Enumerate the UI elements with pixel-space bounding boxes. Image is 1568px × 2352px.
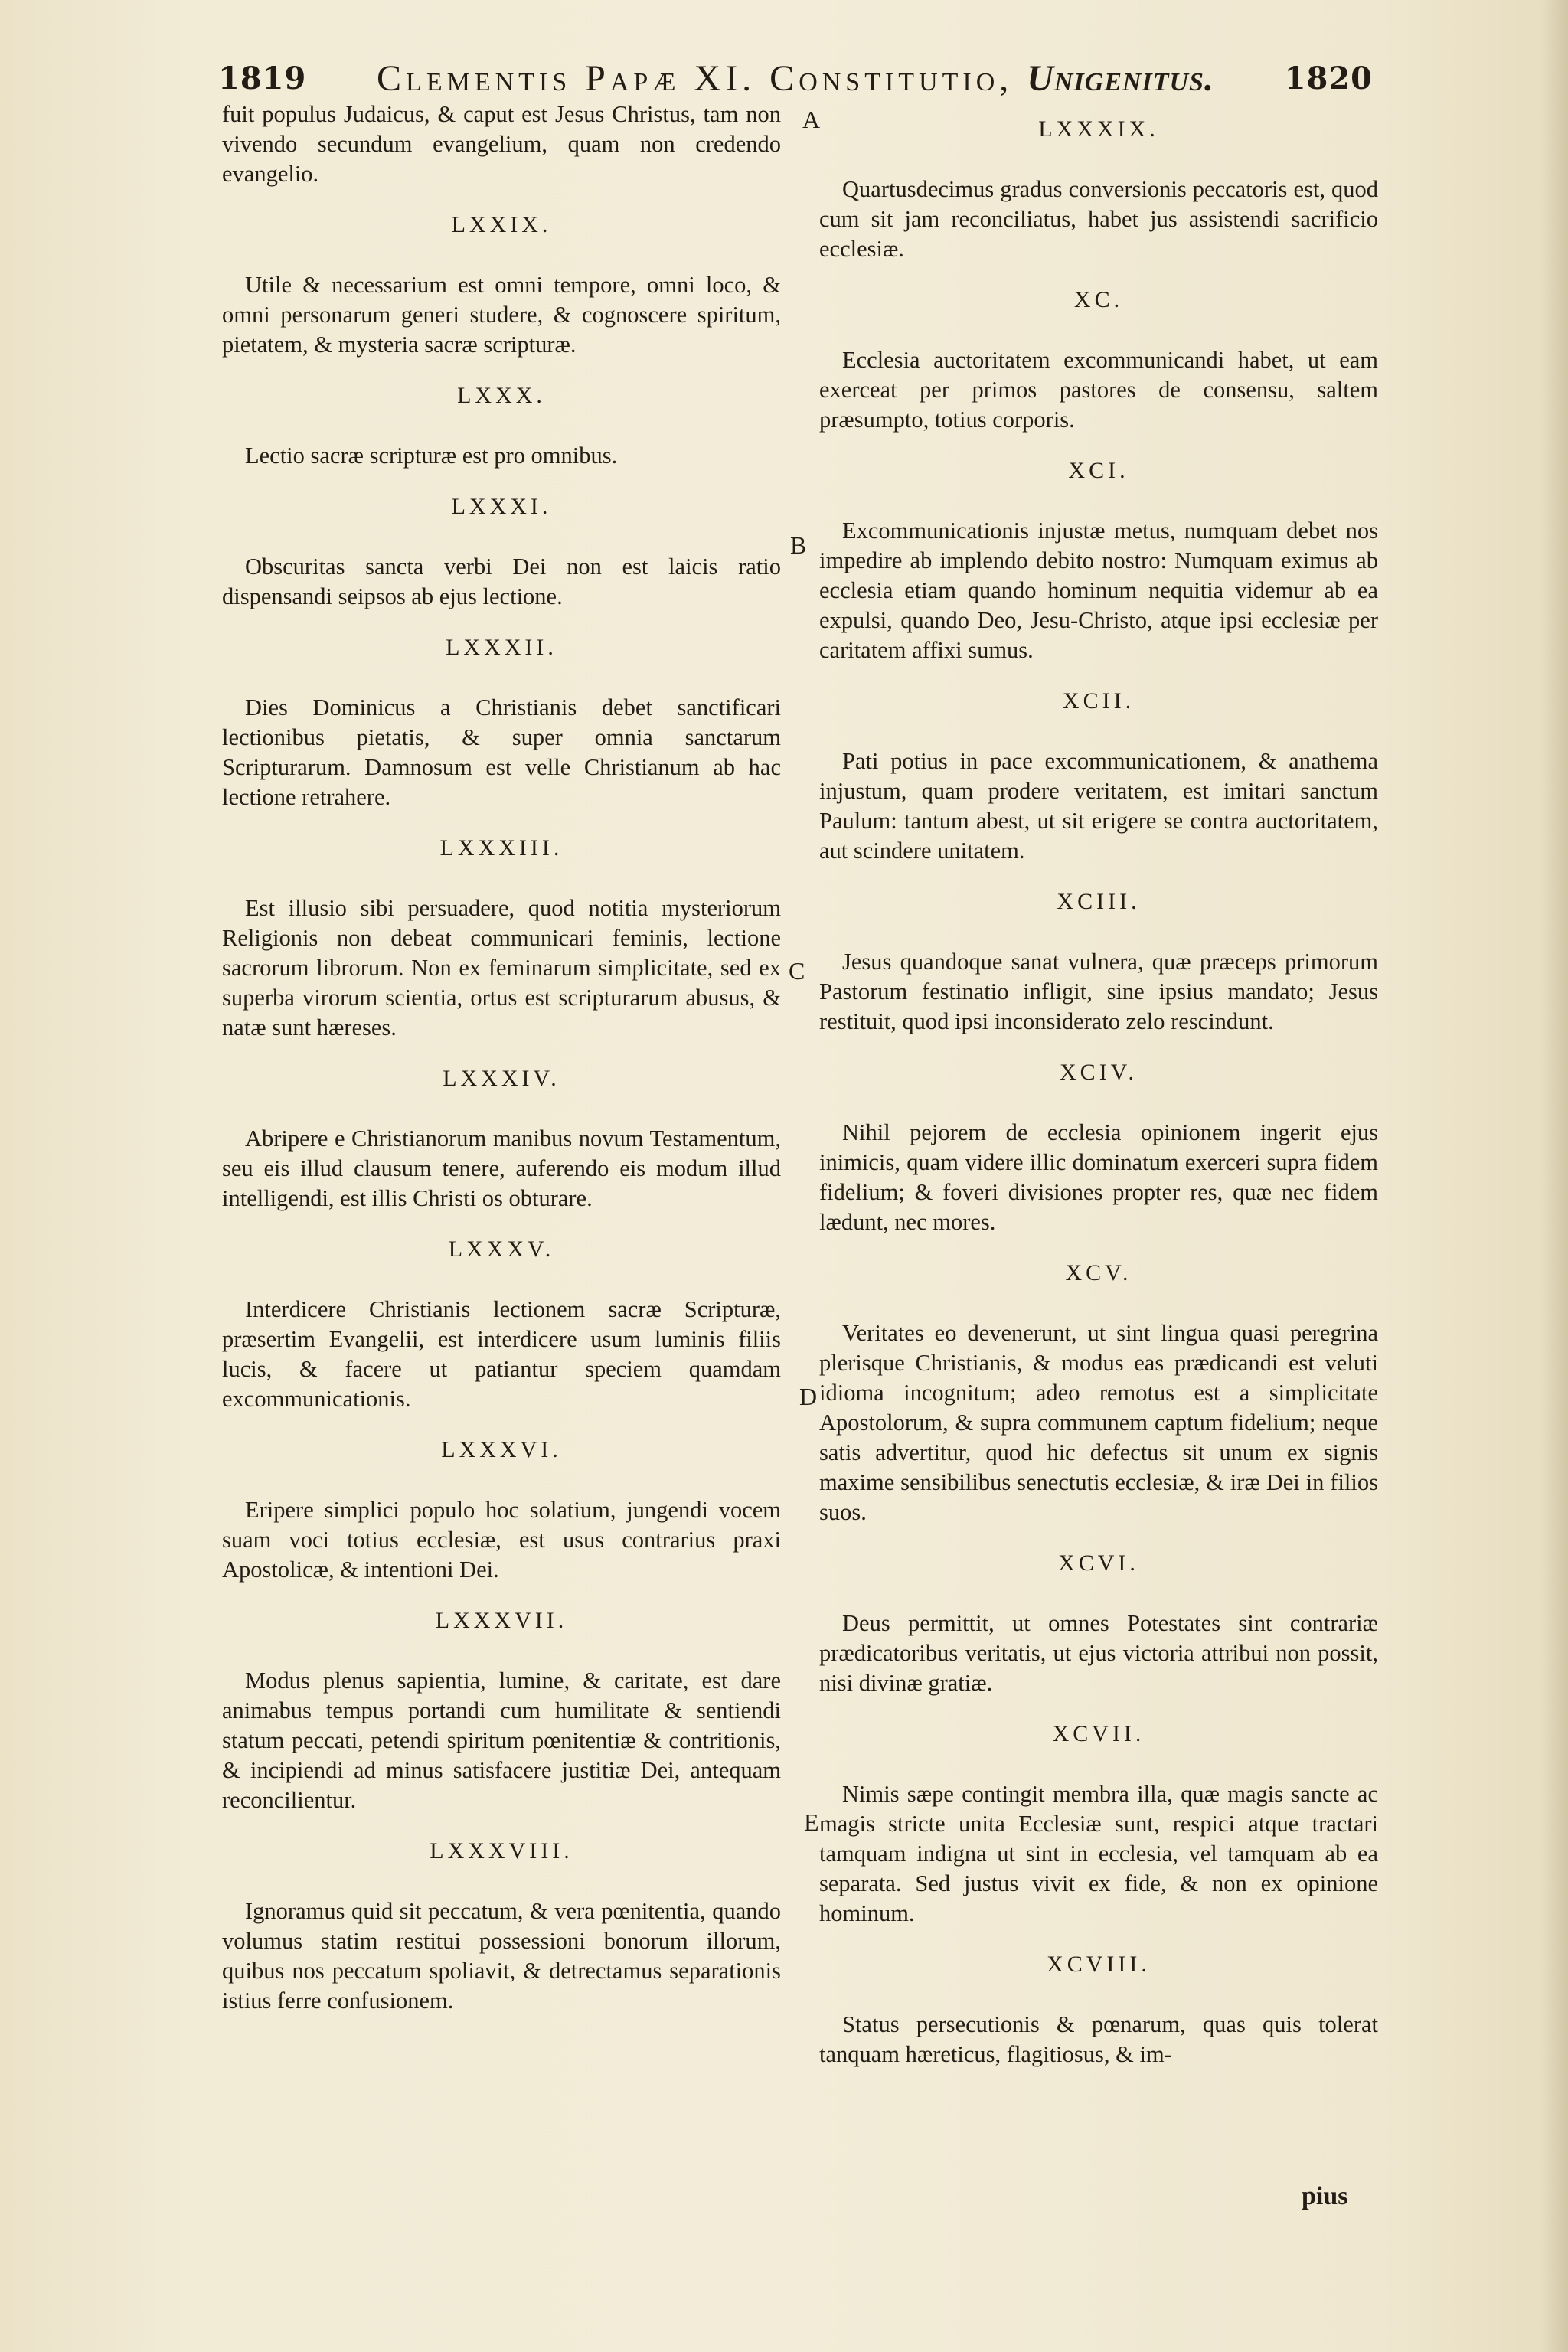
proposition-text: Nihil pejorem de ecclesia opinionem ingerit ejus inimicis, quam videre illic dominatum exerceri supra fidem fidelium; & foveri divisiones propter res, quæ nec fidem lædunt, nec mores. — [819, 1119, 1378, 1235]
proposition-number: XCV. — [1065, 1260, 1132, 1285]
margin-letter-b: B — [790, 531, 807, 559]
proposition-number: LXXXII. — [446, 635, 557, 660]
proposition-number: XC. — [1073, 287, 1124, 312]
proposition-number: XCVII. — [1052, 1721, 1145, 1746]
proposition-number: XCVIII. — [1047, 1952, 1151, 1977]
proposition-number: LXXXIII. — [439, 835, 564, 861]
proposition-text: Status persecutionis & pœnarum, quas quis tolerat tanquam hæreticus, flagitiosus, & im- — [819, 2011, 1378, 2067]
margin-letter-c: C — [789, 957, 805, 985]
proposition-number: LXXXIX. — [1038, 116, 1159, 142]
proposition-text: Quartusdecimus gradus conversionis peccatoris est, quod cum sit jam reconciliatus, habet jus assistendi sacrificio ecclesiæ. — [819, 176, 1378, 262]
running-title-text: Clementis Papæ XI. Constitutio, — [377, 57, 1014, 99]
margin-letter-e: E — [804, 1808, 819, 1836]
proposition-text: Modus plenus sapientia, lumine, & caritate, est dare animabus tempus portandi cum humilitate & sentiendi statum peccati, petendi spiritum pœnitentiæ & contritionis, & incipiendi ad minus satisfacere justitiæ Dei, antequam reconcilientur. — [222, 1668, 781, 1813]
margin-letter-d: D — [799, 1383, 818, 1410]
proposition-number: XCIII. — [1057, 889, 1141, 914]
proposition-text: Eripere simplici populo hoc solatium, jungendi vocem suam voci totius ecclesiæ, est usus contrarius praxi Apostolicæ, & intentioni Dei. — [222, 1497, 781, 1583]
proposition-number: XCVI. — [1058, 1550, 1139, 1576]
right-page-number: 1820 — [1284, 60, 1373, 96]
proposition-number: XCIV. — [1060, 1060, 1138, 1085]
proposition-number: LXXXV. — [448, 1236, 555, 1262]
proposition-number: LXXX. — [457, 383, 546, 408]
proposition-number: XCII. — [1062, 688, 1135, 714]
margin-letter-a: A — [802, 106, 821, 133]
left-page-number: 1819 — [218, 60, 307, 96]
catchword: pius — [1302, 2182, 1348, 2210]
page-gutter-shadow — [1540, 0, 1568, 2352]
proposition-text: Pati potius in pace excommunicationem, & anathema injustum, quam prodere veritatem, est imitari sanctum Paulum: tantum abest, ut sit erigere se contra auctoritatem, aut scindere unitatem. — [819, 748, 1378, 864]
proposition-text: Interdicere Christianis lectionem sacræ Scripturæ, præsertim Evangelii, est interdicere usum luminis filiis lucis, & facere ut patiantur speciem quamdam excommunicationis. — [222, 1296, 781, 1412]
proposition-number: LXXXIV. — [443, 1066, 560, 1091]
left-column — [222, 100, 781, 2039]
proposition-text: Utile & necessarium est omni tempore, omni loco, & omni personarum generi studere, & cognoscere spiritum, pietatem, & mysteria sacræ scripturæ. — [222, 272, 781, 358]
proposition-number: LXXXVII. — [435, 1608, 568, 1633]
proposition-number: XCI. — [1068, 458, 1129, 483]
running-title-italic: Unigenitus. — [1027, 57, 1214, 99]
running-title — [377, 57, 1214, 100]
proposition-text: Lectio sacræ scripturæ est pro omnibus. — [245, 443, 618, 469]
proposition-text: Abripere e Christianorum manibus novum Testamentum, seu eis illud clausum tenere, auferendo eis modum illud intelligendi, est illis Christi os obturare. — [222, 1125, 781, 1211]
proposition-text: Dies Dominicus a Christianis debet sanctificari lectionibus pietatis, & super omnia sanctarum Scripturarum. Damnosum est velle Christianum ab hac lectione retrahere. — [222, 694, 781, 810]
proposition-text: Obscuritas sancta verbi Dei non est laicis ratio dispensandi seipsos ab ejus lectione. — [222, 554, 781, 609]
proposition-text: Ignoramus quid sit peccatum, & vera pœnitentia, quando volumus statim restitui possessioni bonorum illorum, quibus nos peccatum spoliavit, & detrectamus separationis istius ferre confusionem. — [222, 1898, 781, 2014]
proposition-text: fuit populus Judaicus, & caput est Jesus Christus, tam non vivendo secundum evangelium, quam non credendo evangelio. — [222, 101, 781, 187]
proposition-text: Nimis sæpe contingit membra illa, quæ magis sancte ac magis stricte unita Ecclesiæ sunt, respici atque tractari tamquam indigna ut sint in ecclesia, vel tamquam ab ea separata. Sed justus vivit ex fide, & non ex opinione hominum. — [819, 1781, 1378, 1926]
proposition-text: Jesus quandoque sanat vulnera, quæ præceps primorum Pastorum festinatio infligit, sine ipsius mandato; Jesus restituit, quod ipsi inconsiderato zelo rescindunt. — [819, 949, 1378, 1034]
proposition-text: Veritates eo devenerunt, ut sint lingua quasi peregrina plerisque Christianis, & modus eas prædicandi est veluti idioma incognitum; adeo remotus est a simplicitate Apostolorum, & supra communem captum fidelium; neque satis advertitur, quod hic defectus sit unum ex signis maxime sensibilibus senectutis ecclesiæ, & iræ Dei in filios suos. — [819, 1320, 1378, 1525]
right-column — [819, 100, 1378, 2092]
proposition-number: LXXIX. — [451, 212, 552, 237]
proposition-text: Excommunicationis injustæ metus, numquam debet nos impedire ab implendo debito nostro: Numquam eximus ab ecclesia etiam quando hominum nequitia videmur ab ea expulsi, quando Deo, Jesu-Christo, atque ipsi ecclesiæ per caritatem affixi sumus. — [819, 518, 1378, 663]
proposition-number: LXXXVI. — [441, 1437, 562, 1462]
proposition-text: Ecclesia auctoritatem excommunicandi habet, ut eam exerceat per primos pastores de consensu, saltem præsumpto, totius corporis. — [819, 347, 1378, 433]
proposition-number: LXXXVIII. — [430, 1838, 573, 1864]
proposition-number: LXXXI. — [451, 494, 552, 519]
proposition-text: Deus permittit, ut omnes Potestates sint contrariæ prædicatoribus veritatis, ut ejus victoria attribui non possit, nisi divinæ gratiæ. — [819, 1610, 1378, 1696]
proposition-text: Est illusio sibi persuadere, quod notitia mysteriorum Religionis non debeat communicari feminis, lectione sacrorum librorum. Non ex feminarum simplicitate, sed ex superba virorum scientia, ortus est scripturarum abusus, & natæ sunt hæreses. — [222, 895, 781, 1040]
